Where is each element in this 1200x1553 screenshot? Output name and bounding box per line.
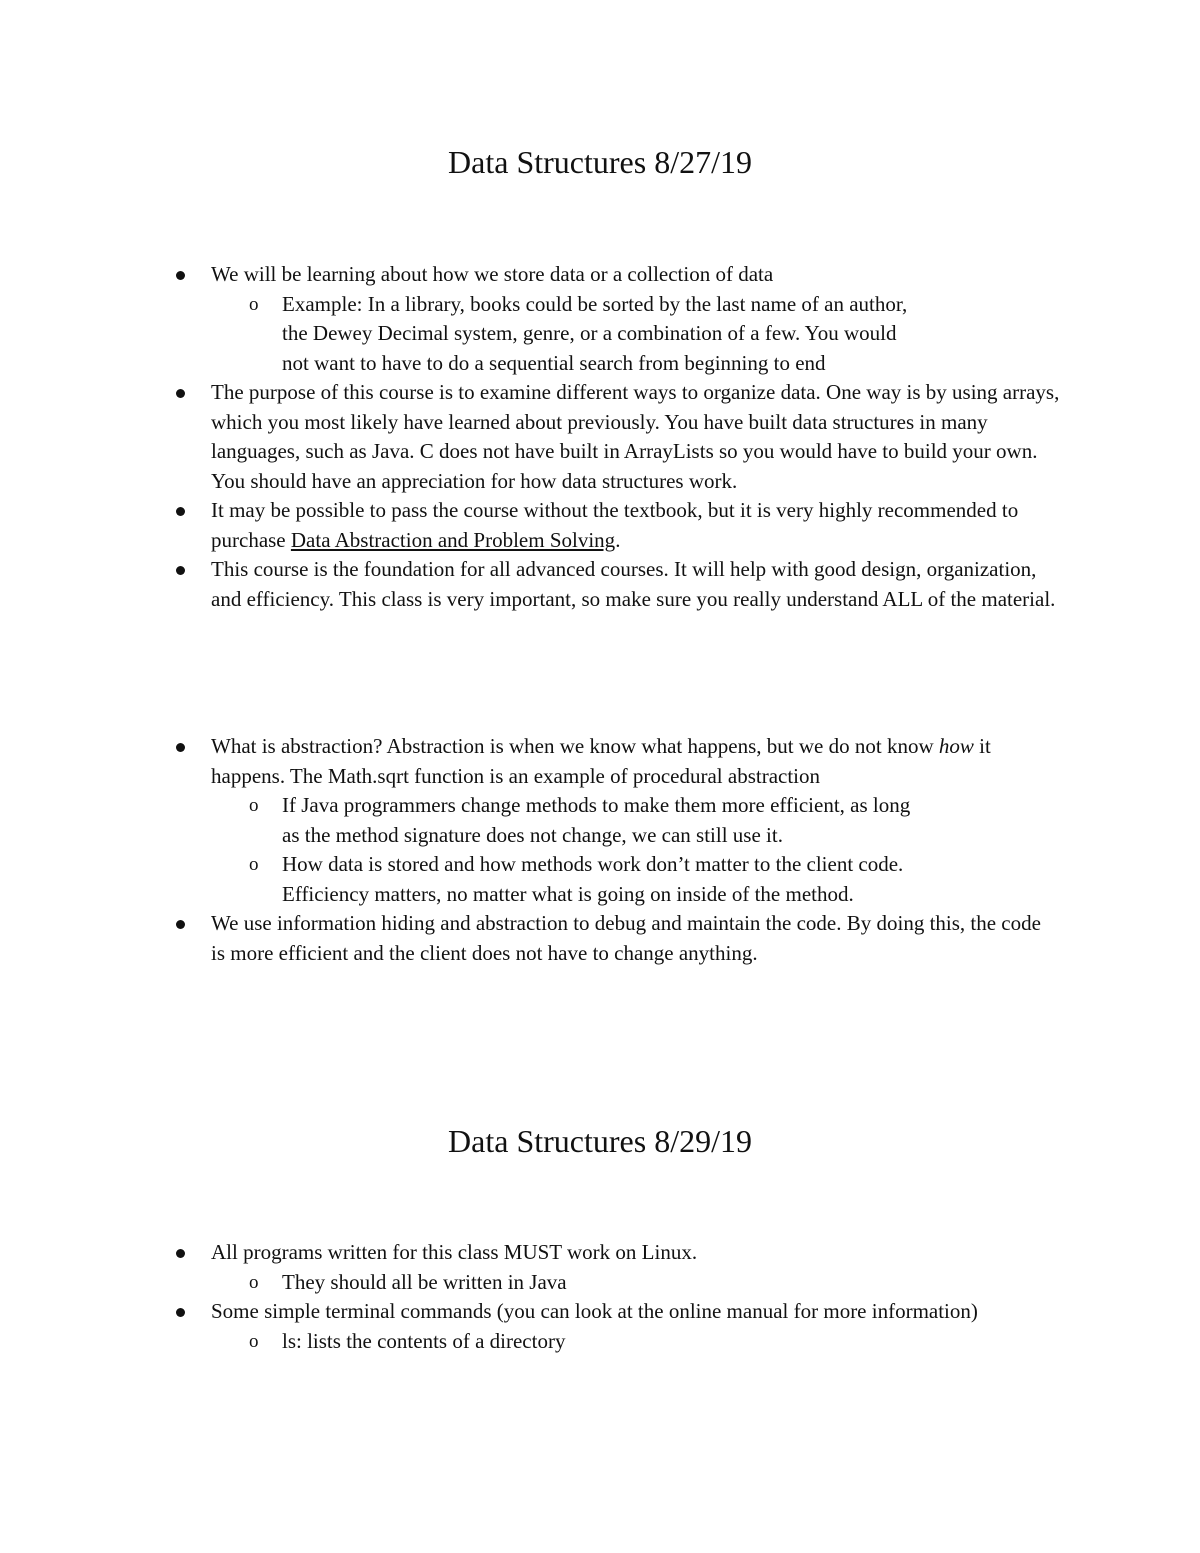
sub-list-item: o If Java programmers change methods to make them more efficient, as long as the method signature does not change, we can still use it. xyxy=(0,791,1060,850)
list-item-text: This course is the foundation for all advanced courses. It will help with good design, organization, and efficiency. This class is very important, so make sure you really understand ALL of the material. xyxy=(211,557,1056,611)
sub-list xyxy=(211,791,1060,909)
list-item-text: All programs written for this class MUST work on Linux. xyxy=(211,1240,698,1264)
sub-list xyxy=(211,1268,1060,1298)
sub-list xyxy=(211,290,1060,379)
list-item xyxy=(0,1238,1200,1297)
sub-list-item: o They should all be written in Java xyxy=(0,1268,1060,1298)
section-title-8-29-19: Data Structures 8/29/19 xyxy=(448,1123,752,1159)
sub-list-item: o Example: In a library, books could be sorted by the last name of an author, the Dewey Decimal system, genre, or a combination of a few. You would not want to have to do a sequential search from beginning to end xyxy=(0,290,1060,379)
notes-list-abstraction xyxy=(0,732,1200,968)
section-title-8-27-19: Data Structures 8/27/19 xyxy=(448,144,752,180)
list-item xyxy=(0,732,1200,909)
list-item-text: We will be learning about how we store data or a collection of data xyxy=(211,262,774,286)
list-item-text: The purpose of this course is to examine different ways to organize data. One way is by using arrays, which you most likely have learned about previously. You have built data structures in many languages, such as Java. C does not have built in ArrayLists so you would have to build your own. You should have an appreciation for how data structures work. xyxy=(211,380,1060,493)
list-item xyxy=(0,909,1200,968)
list-item-text: Some simple terminal commands (you can look at the online manual for more information) xyxy=(211,1299,978,1323)
textbook-title: Data Abstraction and Problem Solving xyxy=(290,527,616,552)
list-item-text-end: . xyxy=(615,527,621,552)
list-item-text: We use information hiding and abstraction to debug and maintain the code. By doing this, the code is more efficient and the client does not have to change anything. xyxy=(211,911,1041,965)
notes-list-8-29-19 xyxy=(0,1238,1200,1356)
list-item xyxy=(0,496,1200,555)
list-item-text-end: it happens. The Math.sqrt function is an example of procedural abstraction xyxy=(211,734,991,788)
list-item xyxy=(0,378,1200,496)
sub-list xyxy=(211,1327,1060,1357)
list-item xyxy=(0,1297,1200,1356)
list-item xyxy=(0,260,1200,378)
list-item-text: It may be possible to pass the course without the textbook, but it is very highly recommended to purchase xyxy=(211,498,1019,552)
sub-list-item: o How data is stored and how methods work don’t matter to the client code. Efficiency matters, no matter what is going on inside of the method. xyxy=(0,850,1060,909)
sub-list-item: o ls: lists the contents of a directory xyxy=(0,1327,1060,1357)
list-item-text: What is abstraction? Abstraction is when we know what happens, but we do not know xyxy=(211,734,939,758)
notes-list-8-27-19 xyxy=(0,260,1200,614)
list-item xyxy=(0,555,1200,614)
emphasis-text: how xyxy=(938,734,974,758)
